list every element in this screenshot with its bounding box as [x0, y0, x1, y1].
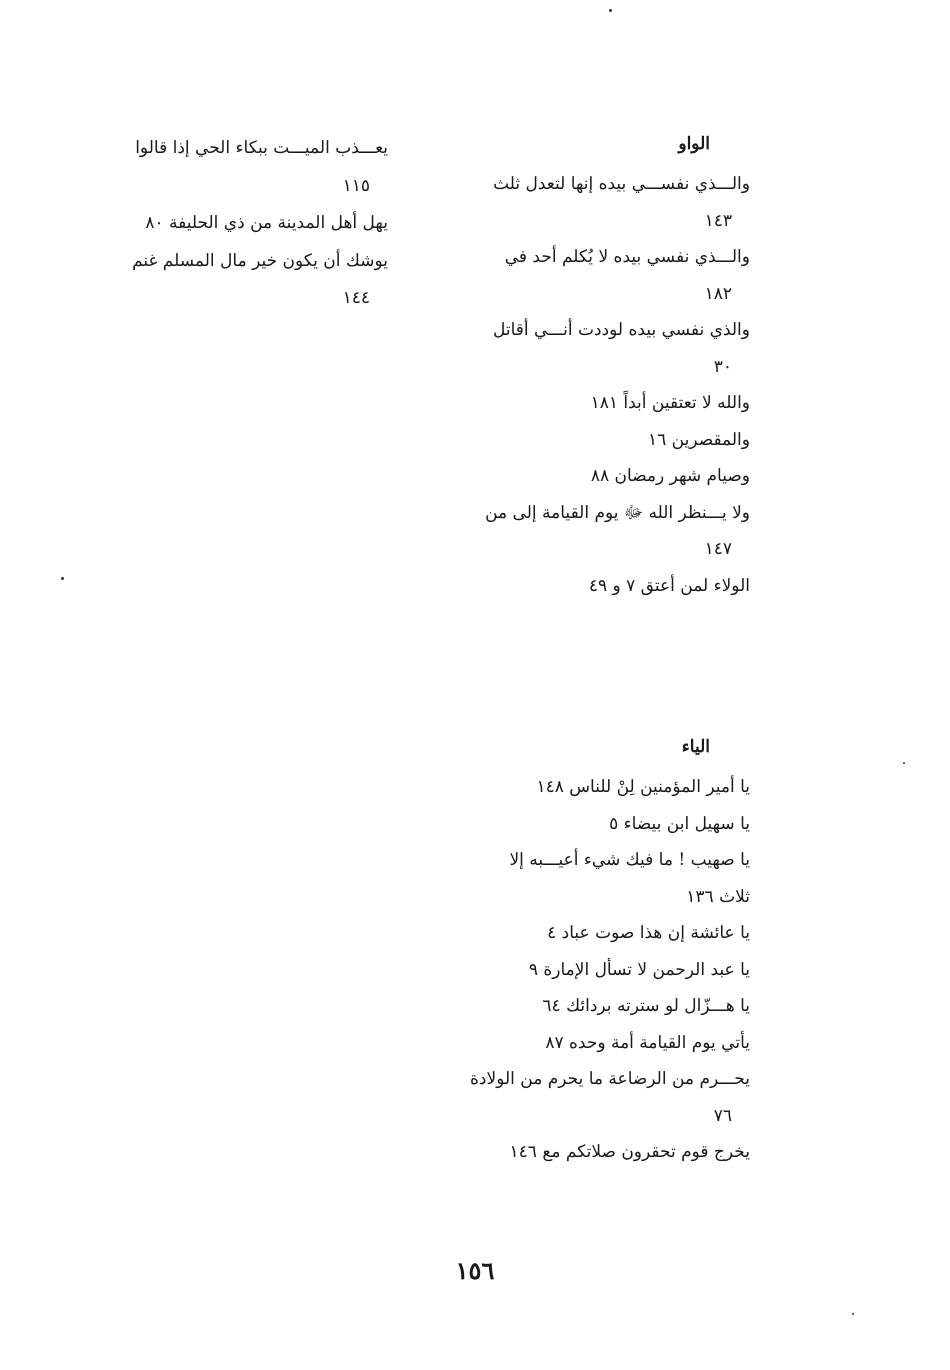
section-yaa: [460, 733, 750, 1171]
index-entry: الولاء لمن أعتق ٧ و ٤٩: [588, 575, 750, 596]
index-entry: والـــذي نفسي بيده لا يُكلم أحد في: [504, 247, 750, 267]
index-entry: ١٤٧: [704, 539, 732, 559]
index-entry: يعـــذب الميـــت ببكاء الحي إذا قالوا: [135, 138, 388, 158]
index-entry: يا سهيل ابن بيضاء ٥: [609, 813, 750, 834]
index-entry: يأتي يوم القيامة أمة وحده ٨٧: [545, 1032, 750, 1053]
index-entry: ثلاث ١٣٦: [686, 886, 750, 907]
index-entry: ٣٠: [713, 356, 732, 377]
index-entry: وصيام شهر رمضان ٨٨: [590, 466, 750, 486]
index-entry: يا عائشة إن هذا صوت عباد ٤: [547, 923, 750, 943]
index-entry: يخرج قوم تحقرون صلاتكم مع ١٤٦: [509, 1142, 750, 1162]
index-entry: يا هـــزّال لو سترته بردائك ٦٤: [542, 996, 750, 1016]
index-entry: يا أمير المؤمنين لِنْ للناس ١٤٨: [536, 777, 750, 797]
section-heading-yaa: الياء: [681, 737, 710, 757]
index-entry: يا صهيب ! ما فيك شيء أعيـــبه إلا: [509, 850, 750, 870]
index-entry: والذي نفسي بيده لوددت أنـــي أقاتل: [492, 320, 750, 340]
section-heading-waw: الواو: [678, 134, 710, 154]
index-entry: يوشك أن يكون خير مال المسلم غنم: [132, 250, 388, 271]
page-number: ١٥٦: [455, 1256, 495, 1285]
index-entry: ١٤٤: [342, 288, 370, 308]
index-entry: ٧٦: [713, 1105, 732, 1126]
index-entry: يهل أهل المدينة من ذي الحليفة ٨٠: [145, 213, 388, 233]
scan-speck: [903, 762, 905, 764]
scan-speck: [61, 577, 64, 580]
section-yaa-continued: [118, 130, 388, 318]
index-entry: يحـــرم من الرضاعة ما يحرم من الولادة: [470, 1069, 750, 1089]
index-entry: ١١٥: [342, 175, 370, 196]
scan-speck: [852, 1313, 854, 1315]
scan-speck: [609, 9, 612, 12]
index-entry: والمقصرين ١٦: [647, 429, 750, 450]
index-entry: والـــذي نفســـي بيده إنها لتعدل ثلث: [493, 174, 750, 194]
index-entry: يا عبد الرحمن لا تسأل الإمارة ٩: [528, 959, 750, 980]
index-entry: ١٨٢: [704, 283, 732, 304]
index-entry: ولا يـــنظر الله ﷻ يوم القيامة إلى من: [485, 502, 750, 523]
index-entry: ١٤٣: [704, 210, 732, 231]
index-entry: والله لا تعتقين أبداً ١٨١: [590, 393, 750, 413]
section-waw: [460, 130, 750, 604]
